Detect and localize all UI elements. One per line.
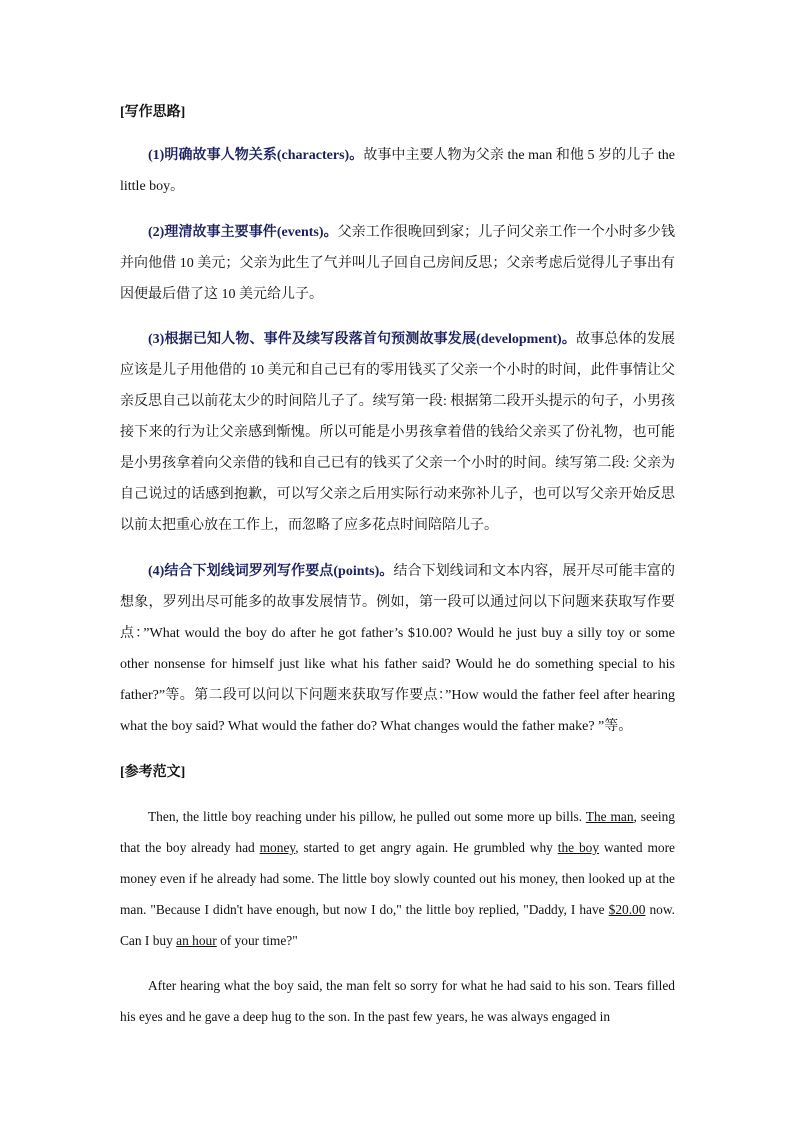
- text-run: , seeing that the boy already had: [120, 809, 675, 855]
- thinking-paragraph-3: [120, 324, 675, 541]
- reference-paragraph-1: [120, 801, 675, 956]
- paragraph-body: 故事总体的发展应该是儿子用他借的 10 美元和自己已有的零用钱买了父亲一个小时的时间，此件事情让父亲反思自己以前花太少的时间陪儿子了。续写第一段: 根据第二段开头提示的句子，小男孩接下来的行为让父亲感到惭愧。所以可能是小男孩拿着借的钱给父亲买了份礼物，也可能是小男孩拿着向父亲借的钱和自己已有的钱买了父亲一个小时的时间。续写第二段: 父亲为自己说过的话感到抱歉，可以写父亲之后用实际行动来弥补儿子，也可以写父亲开始反思以前太把重心放在工作上，而忽略了应多花点时间陪陪儿子。: [120, 332, 675, 533]
- paragraph-lead: (3)根据已知人物、事件及续写段落首句预测故事发展(development)。: [148, 332, 576, 347]
- text-run: Then, the little boy reaching under his pillow, he pulled out some more up bills.: [148, 809, 586, 824]
- text-run: now. Can I buy: [120, 902, 675, 948]
- paragraph-lead: (2)理清故事主要事件(events)。: [148, 225, 338, 240]
- text-run: of your time?": [216, 933, 298, 948]
- paragraph-body: 结合下划线词和文本内容，展开尽可能丰富的想象，罗列出尽可能多的故事发展情节。例如，第一段可以通过问以下问题来获取写作要点：”What would the boy do after he got father’s $10.00? Would he just buy a silly toy or some other nonsense for himself just like what his father said? Would he do something special to his father?”等。第二段可以问以下问题来获取写作要点：”How would the father feel after hearing what the boy said? What would the father do? What changes would the father make? ”等。: [120, 564, 675, 734]
- text-run: wanted more money even if he already had some. The little boy slowly counted out his money, then looked up at the man. "Because I didn't have enough, but now I do," the little boy replied, "Daddy, I have: [120, 840, 675, 917]
- section-title-thinking: [写作思路]: [120, 105, 186, 120]
- paragraph-body: 故事中主要人物为父亲 the man 和他 5 岁的儿子 the little boy。: [120, 148, 675, 194]
- thinking-paragraph-1: [120, 140, 675, 202]
- text-run: , started to get angry again. He grumbled why: [295, 840, 558, 855]
- paragraph-lead: (4)结合下划线词罗列写作要点(points)。: [148, 564, 394, 579]
- thinking-paragraph-4: [120, 556, 675, 742]
- thinking-paragraph-2: [120, 217, 675, 310]
- underlined-word: an hour: [176, 933, 217, 948]
- underlined-word: The man: [585, 809, 634, 824]
- section-title-reference: [参考范文]: [120, 765, 186, 780]
- underlined-word: the boy: [557, 840, 600, 855]
- underlined-word: $20.00: [608, 902, 646, 917]
- paragraph-lead: (1)明确故事人物关系(characters)。: [148, 148, 364, 163]
- reference-paragraph-2: After hearing what the boy said, the man felt so sorry for what he had said to his son. Tears filled his eyes and he gave a deep hug to the son. In the past few years, he was always engaged in: [120, 978, 675, 1024]
- underlined-word: money: [259, 840, 296, 855]
- paragraph-body: 父亲工作很晚回到家；儿子问父亲工作一个小时多少钱并向他借 10 美元；父亲为此生了气并叫儿子回自己房间反思；父亲考虑后觉得儿子事出有因便最后借了这 10 美元给儿子。: [120, 225, 675, 302]
